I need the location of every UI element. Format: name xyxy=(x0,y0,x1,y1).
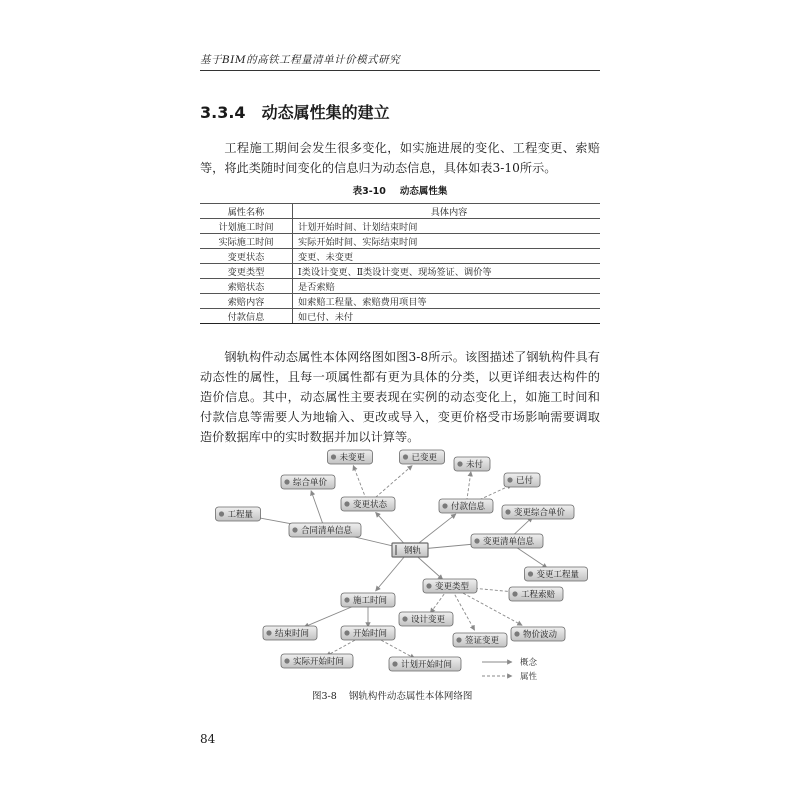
table-cell: 实际施工时间 xyxy=(200,234,293,249)
table-cell: 索赔内容 xyxy=(200,294,293,309)
diagram-node-label: 钢轨 xyxy=(404,546,422,556)
node-bullet-icon xyxy=(442,503,447,508)
page-number: 84 xyxy=(200,732,216,746)
diagram-node-composite-price xyxy=(281,475,335,489)
diagram-node-label: 变更状态 xyxy=(353,500,388,510)
node-bullet-icon xyxy=(219,511,224,516)
node-bullet-icon xyxy=(426,583,431,588)
diagram-node-label: 变更综合单价 xyxy=(514,508,566,518)
diagram-node-start-time xyxy=(341,626,395,640)
diagram-node-label: 签证变更 xyxy=(465,636,500,646)
diagram-node-label: 计划开始时间 xyxy=(401,660,453,670)
node-bullet-icon xyxy=(284,658,289,663)
node-bullet-icon xyxy=(403,454,408,459)
paragraph-figure-description: 钢轨构件动态属性本体网络图如图3-8所示。该图描述了钢轨构件具有动态性的属性，且每一项属性都有更为具体的分类，以更详细表达构件的造价信息。其中，动态属性主要表现在实例的动态变化上，如施工时间和付款信息等需要人为地输入、更改或导入，变更价格受市场影响需要调取造价数据库中的实时数据并加以计算等。 xyxy=(200,350,600,444)
diagram-node-change-type xyxy=(423,579,477,593)
diagram-node-label: 物价波动 xyxy=(523,630,558,640)
figure-number: 图3-8 xyxy=(312,691,337,702)
diagram-node-label: 施工时间 xyxy=(353,596,388,606)
diagram-node-label: 实际开始时间 xyxy=(293,657,345,667)
node-bullet-icon xyxy=(402,616,407,621)
diagram-node-label: 变更类型 xyxy=(435,582,470,592)
figure-title: 钢轨构件动态属性本体网络图 xyxy=(348,691,473,702)
table-cell: 变更、未变更 xyxy=(293,249,601,264)
node-bullet-icon xyxy=(505,509,510,514)
table-row xyxy=(200,249,600,264)
diagram-node-label: 变更工程量 xyxy=(536,570,580,580)
table-cell: 变更状态 xyxy=(200,249,293,264)
table-cell: 计划开始时间、计划结束时间 xyxy=(293,219,601,234)
node-bullet-icon xyxy=(507,477,512,482)
node-bullet-icon xyxy=(292,527,297,532)
diagram-node-unchanged xyxy=(328,450,373,464)
running-head: 基于BIM的高铁工程量清单计价模式研究 xyxy=(200,54,401,66)
ontology-network-diagram xyxy=(200,440,600,685)
table-cell: 变更类型 xyxy=(200,264,293,279)
table-title: 动态属性集 xyxy=(399,186,448,197)
table-cell: 是否索赔 xyxy=(293,279,601,294)
diagram-node-actual-start-time xyxy=(281,654,353,668)
diagram-node-steel-rail xyxy=(392,543,428,557)
diagram-node-label: 已付 xyxy=(516,476,534,486)
diagram-node-quantity xyxy=(216,507,261,521)
diagram-node-label: 综合单价 xyxy=(293,478,328,488)
diagram-node-planned-start-time xyxy=(389,657,461,671)
node-bullet-icon xyxy=(474,538,479,543)
table-cell: 付款信息 xyxy=(200,309,293,324)
table-row xyxy=(200,264,600,279)
node-bullet-icon xyxy=(512,591,517,596)
table-header-cell: 属性名称 xyxy=(200,204,293,219)
node-bullet-icon xyxy=(456,637,461,642)
dynamic-attribute-table xyxy=(200,203,600,324)
table-cell: 计划施工时间 xyxy=(200,219,293,234)
node-bullet-icon xyxy=(457,461,462,466)
table-cell: 实际开始时间、实际结束时间 xyxy=(293,234,601,249)
diagram-node-label: 变更清单信息 xyxy=(483,537,535,547)
node-bullet-icon xyxy=(344,597,349,602)
diagram-node-label: 工程索赔 xyxy=(521,590,556,600)
diagram-node-contract-bill-info xyxy=(289,523,361,537)
diagram-node-unpaid xyxy=(454,457,490,471)
table-row xyxy=(200,294,600,309)
diagram-node-label: 未付 xyxy=(466,460,484,470)
diagram-node-change-quantity xyxy=(525,567,588,581)
table-row xyxy=(200,309,600,324)
table-number: 表3-10 xyxy=(352,186,386,197)
table-row xyxy=(200,279,600,294)
diagram-node-change-status xyxy=(341,497,395,511)
diagram-node-label: 工程量 xyxy=(227,510,254,520)
table-cell: 索赔状态 xyxy=(200,279,293,294)
node-bullet-icon xyxy=(514,631,519,636)
diagram-node-claim-quantity xyxy=(509,587,563,601)
node-bullet-icon xyxy=(344,630,349,635)
section-title: 动态属性集的建立 xyxy=(261,103,390,122)
node-bullet-icon xyxy=(266,630,271,635)
table-row xyxy=(200,219,600,234)
paragraph-intro: 工程施工期间会发生很多变化，如实施进展的变化、工程变更、索赔等，将此类随时间变化的信息归为动态信息，具体如表3-10所示。 xyxy=(200,141,600,175)
diagram-node-label: 付款信息 xyxy=(451,502,486,512)
diagram-node-label: 合同清单信息 xyxy=(301,526,353,536)
diagram-node-design-change xyxy=(399,612,453,626)
diagram-node-change-composite-price xyxy=(502,505,574,519)
table-row xyxy=(200,234,600,249)
diagram-node-material-price-change xyxy=(511,627,565,641)
diagram-node-end-time xyxy=(263,626,317,640)
table-cell: 如已付、未付 xyxy=(293,309,601,324)
header-rule xyxy=(200,70,600,71)
diagram-node-construction-time xyxy=(341,593,395,607)
node-bullet-icon xyxy=(392,661,397,666)
diagram-legend xyxy=(482,657,538,682)
diagram-node-payment-info xyxy=(439,499,493,513)
diagram-node-label: 设计变更 xyxy=(411,615,446,625)
legend-label: 属性 xyxy=(520,672,538,682)
node-bullet-icon xyxy=(331,454,336,459)
diagram-node-label: 结束时间 xyxy=(275,629,310,639)
diagram-node-changed xyxy=(400,450,445,464)
diagram-node-label: 开始时间 xyxy=(353,629,388,639)
node-bullet-icon xyxy=(344,501,349,506)
diagram-node-change-bill-info xyxy=(471,534,543,548)
node-bullet-icon xyxy=(284,479,289,484)
table-caption xyxy=(200,183,600,197)
table-header-row xyxy=(200,204,600,219)
figure-caption xyxy=(200,688,600,702)
table-header-cell: 具体内容 xyxy=(293,204,601,219)
diagram-node-site-visa-change xyxy=(453,633,507,647)
table-cell: Ⅰ类设计变更、Ⅱ类设计变更、现场签证、调价等 xyxy=(293,264,601,279)
table-cell: 如索赔工程量、索赔费用项目等 xyxy=(293,294,601,309)
diagram-node-label: 未变更 xyxy=(339,453,366,463)
diagram-node-label: 已变更 xyxy=(411,453,438,463)
diagram-node-paid xyxy=(504,473,540,487)
legend-label: 概念 xyxy=(520,658,538,668)
node-bullet-icon xyxy=(528,571,533,576)
section-number: 3.3.4 xyxy=(200,103,246,122)
section-heading xyxy=(200,100,390,123)
